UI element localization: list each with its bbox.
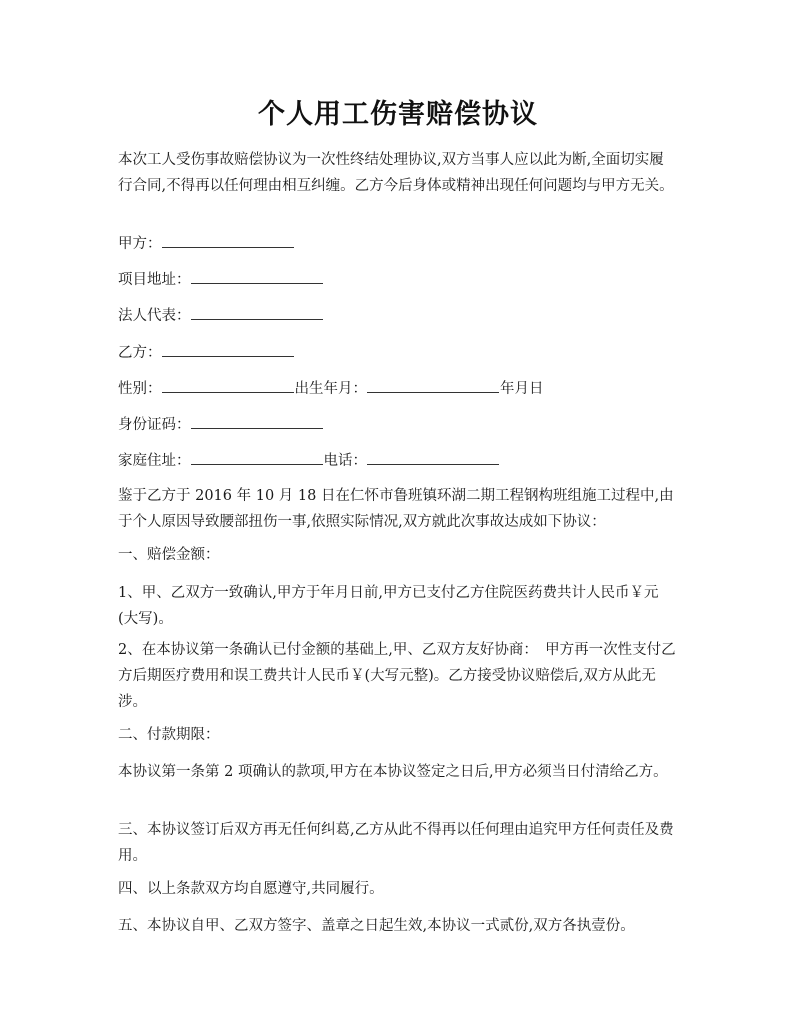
- project-address-field: [118, 269, 324, 291]
- id-label: 身份证码：: [118, 417, 191, 433]
- section2-heading: 二、付款期限：: [118, 727, 220, 743]
- section5-paragraph: 五、本协议自甲、乙双方签字、盖章之日起生效,本协议一式贰份,双方各执壹份。: [118, 918, 635, 934]
- section1-heading: 一、赔偿金额：: [118, 547, 220, 563]
- birth-suffix: 年月日: [500, 381, 544, 397]
- id-blank: [191, 414, 323, 429]
- preamble-paragraph: 鉴于乙方于 2016 年 10 月 18 日在仁怀市鲁班镇环湖二期工程钢构班组施工过程中,由于个人原因导致腰部扭伤一事,依照实际情况,双方就此次事故达成如下协议：: [118, 488, 674, 530]
- project-address-label: 项目地址：: [118, 272, 191, 288]
- phone-blank: [367, 450, 499, 465]
- gender-birth-field: [118, 378, 544, 400]
- party-b-label: 乙方：: [118, 345, 162, 361]
- home-address-label: 家庭住址：: [118, 453, 191, 469]
- document-title: 个人用工伤害赔偿协议: [258, 99, 538, 130]
- party-a-blank: [162, 233, 294, 248]
- birth-label: 出生年月：: [294, 381, 367, 397]
- legal-rep-field: [118, 305, 324, 327]
- section4-paragraph: 四、以上条款双方均自愿遵守,共同履行。: [118, 881, 384, 897]
- party-b-field: [118, 342, 295, 364]
- clause2-paragraph: 2、在本协议第一条确认已付金额的基础上,甲、乙双方友好协商： 甲方再一次性支付乙方后期医疗费用和误工费共计人民币￥(大写元整)。乙方接受协议赔偿后,双方从此无涉。: [118, 642, 676, 710]
- clause1-paragraph: 1、甲、乙双方一致确认,甲方于年月日前,甲方已支付乙方住院医药费共计人民币￥元(大写)。: [118, 585, 659, 627]
- home-address-blank: [191, 450, 323, 465]
- intro-paragraph: 本次工人受伤事故赔偿协议为一次性终结处理协议,双方当事人应以此为断,全面切实履行合同,不得再以任何理由相互纠缠。乙方今后身体或精神出现任何问题均与甲方无关。: [118, 152, 674, 194]
- gender-blank: [162, 378, 294, 393]
- birth-blank: [367, 378, 499, 393]
- party-b-blank: [162, 342, 294, 357]
- gender-label: 性别：: [118, 381, 162, 397]
- project-address-blank: [191, 269, 323, 284]
- phone-label: 电话：: [323, 453, 367, 469]
- party-a-label: 甲方：: [118, 236, 162, 252]
- legal-rep-label: 法人代表：: [118, 308, 191, 324]
- section3-paragraph: 三、本协议签订后双方再无任何纠葛,乙方从此不得再以任何理由追究甲方任何责任及费用。: [118, 822, 674, 864]
- id-field: [118, 414, 324, 436]
- party-a-field: [118, 233, 295, 255]
- payment-paragraph: 本协议第一条第 2 项确认的款项,甲方在本协议签定之日后,甲方必须当日付清给乙方。: [118, 764, 668, 780]
- home-address-field: [118, 450, 500, 472]
- legal-rep-blank: [191, 305, 323, 320]
